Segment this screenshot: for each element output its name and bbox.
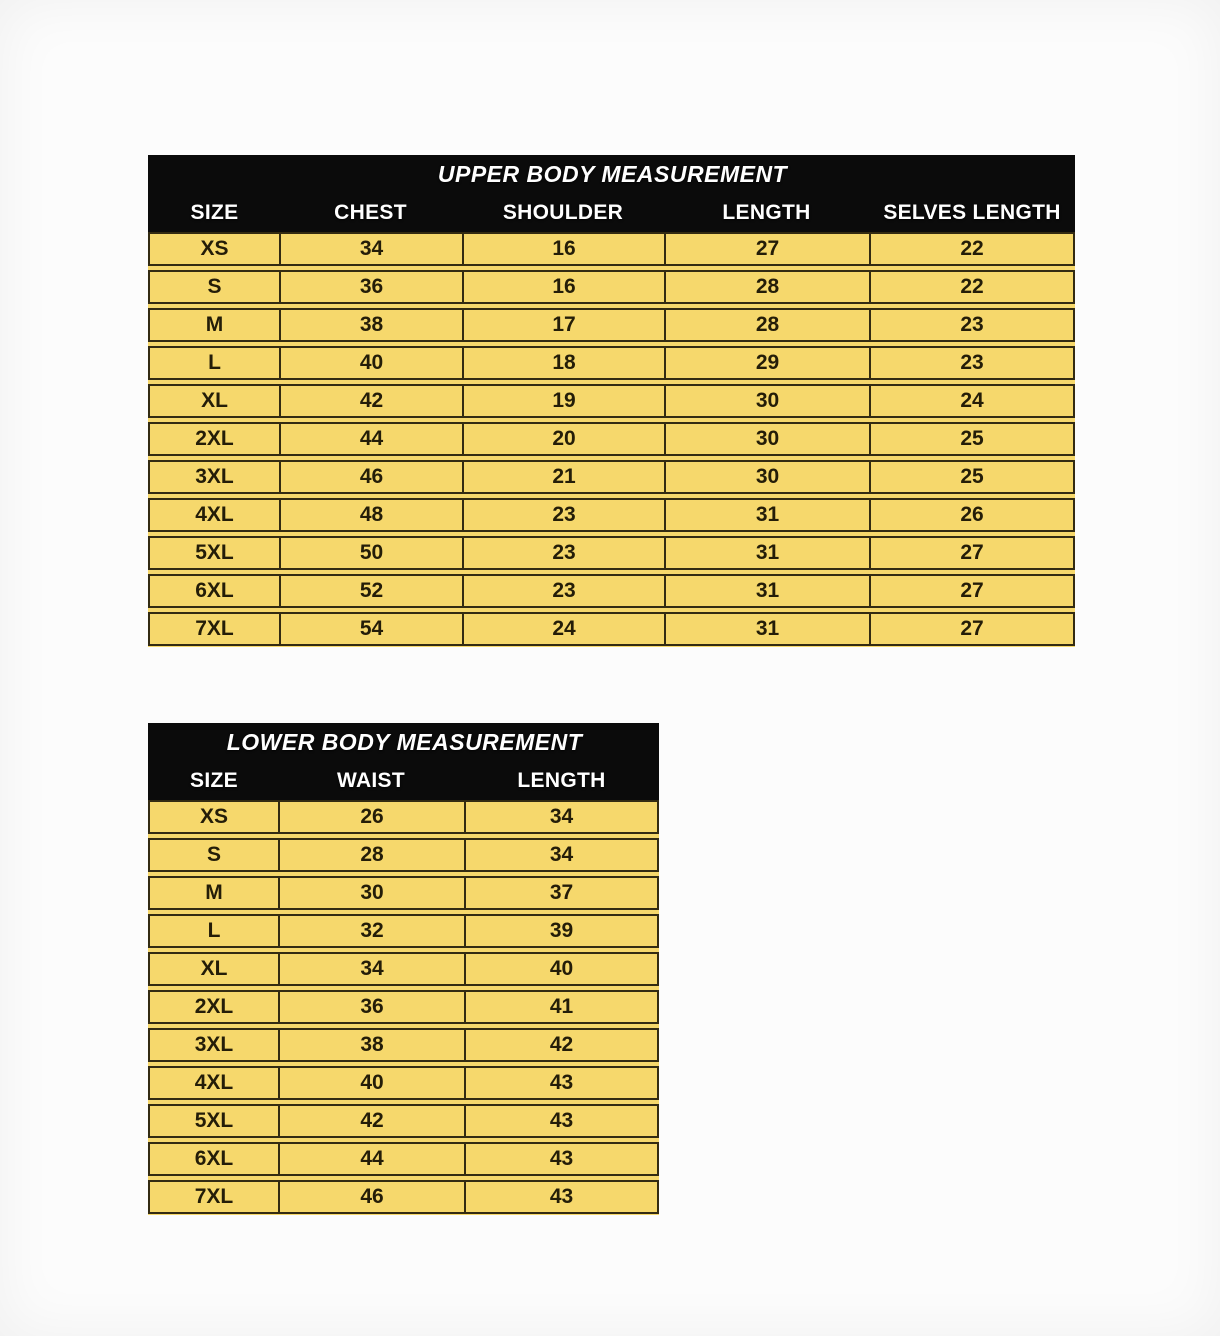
upper-table-title: UPPER BODY MEASUREMENT bbox=[437, 161, 788, 187]
column-header-length: LENGTH bbox=[722, 201, 811, 224]
value-cell: 25 bbox=[869, 462, 1073, 492]
value-cell: 34 bbox=[464, 840, 657, 870]
size-cell: M bbox=[205, 313, 224, 336]
value-cell: 23 bbox=[462, 538, 664, 568]
value-cell: 43 bbox=[464, 1182, 657, 1212]
table-row bbox=[148, 952, 659, 986]
size-cell: 5XL bbox=[195, 541, 234, 564]
lower-body-table bbox=[148, 723, 659, 1215]
value-cell: 22 bbox=[869, 234, 1073, 264]
size-cell: XL bbox=[201, 389, 228, 412]
value-cell: 27 bbox=[869, 576, 1073, 606]
column-header-length: LENGTH bbox=[517, 769, 606, 792]
column-header-selves-length: SELVES LENGTH bbox=[883, 201, 1061, 224]
size-cell: L bbox=[208, 351, 221, 374]
value-cell: 40 bbox=[279, 348, 462, 378]
size-cell: 2XL bbox=[194, 995, 234, 1018]
upper-table-body bbox=[148, 232, 1075, 647]
size-cell: 6XL bbox=[195, 579, 234, 602]
table-row bbox=[148, 270, 1075, 304]
size-cell: 4XL bbox=[195, 503, 234, 526]
table-row bbox=[148, 384, 1075, 418]
value-cell: 37 bbox=[464, 878, 657, 908]
table-row bbox=[148, 990, 659, 1024]
table-row bbox=[148, 1028, 659, 1062]
value-cell: 22 bbox=[869, 272, 1073, 302]
column-header-chest: CHEST bbox=[334, 201, 407, 224]
size-cell: 6XL bbox=[194, 1147, 234, 1170]
value-cell: 30 bbox=[664, 424, 869, 454]
table-row bbox=[148, 838, 659, 872]
value-cell: 27 bbox=[869, 614, 1073, 644]
column-header-size: SIZE bbox=[190, 201, 239, 224]
size-cell: XL bbox=[200, 957, 228, 980]
value-cell: 44 bbox=[279, 424, 462, 454]
value-cell: 30 bbox=[664, 462, 869, 492]
value-cell: 54 bbox=[279, 614, 462, 644]
size-cell: XS bbox=[199, 805, 228, 828]
value-cell: 40 bbox=[464, 954, 657, 984]
upper-body-table bbox=[148, 155, 1075, 647]
value-cell: 43 bbox=[464, 1068, 657, 1098]
size-cell: 5XL bbox=[194, 1109, 234, 1132]
lower-table-header bbox=[148, 723, 659, 800]
value-cell: 30 bbox=[278, 878, 464, 908]
value-cell: 42 bbox=[278, 1106, 464, 1136]
value-cell: 42 bbox=[464, 1030, 657, 1060]
table-row bbox=[148, 460, 1075, 494]
column-header-size: SIZE bbox=[190, 769, 238, 792]
upper-table-header bbox=[148, 155, 1075, 232]
value-cell: 36 bbox=[279, 272, 462, 302]
lower-table-column-headers bbox=[150, 762, 659, 800]
value-cell: 28 bbox=[664, 310, 869, 340]
size-cell: S bbox=[206, 843, 221, 866]
lower-table-body bbox=[148, 800, 659, 1215]
value-cell: 38 bbox=[279, 310, 462, 340]
value-cell: 31 bbox=[664, 576, 869, 606]
value-cell: 19 bbox=[462, 386, 664, 416]
size-cell: S bbox=[207, 275, 222, 298]
value-cell: 52 bbox=[279, 576, 462, 606]
value-cell: 23 bbox=[462, 576, 664, 606]
value-cell: 17 bbox=[462, 310, 664, 340]
value-cell: 23 bbox=[462, 500, 664, 530]
value-cell: 30 bbox=[664, 386, 869, 416]
value-cell: 26 bbox=[278, 802, 464, 832]
value-cell: 28 bbox=[664, 272, 869, 302]
table-row bbox=[148, 232, 1075, 266]
table-row bbox=[148, 1104, 659, 1138]
value-cell: 27 bbox=[869, 538, 1073, 568]
table-row bbox=[148, 308, 1075, 342]
table-row bbox=[148, 1180, 659, 1214]
table-row bbox=[148, 498, 1075, 532]
column-header-waist: WAIST bbox=[337, 769, 405, 792]
value-cell: 26 bbox=[869, 500, 1073, 530]
value-cell: 43 bbox=[464, 1106, 657, 1136]
table-row bbox=[148, 1142, 659, 1176]
table-row bbox=[148, 612, 1075, 646]
table-row bbox=[148, 876, 659, 910]
size-cell: 3XL bbox=[194, 1033, 234, 1056]
value-cell: 24 bbox=[869, 386, 1073, 416]
value-cell: 41 bbox=[464, 992, 657, 1022]
value-cell: 27 bbox=[664, 234, 869, 264]
value-cell: 16 bbox=[462, 272, 664, 302]
table-row bbox=[148, 1066, 659, 1100]
value-cell: 16 bbox=[462, 234, 664, 264]
table-row bbox=[148, 914, 659, 948]
value-cell: 28 bbox=[278, 840, 464, 870]
value-cell: 32 bbox=[278, 916, 464, 946]
value-cell: 21 bbox=[462, 462, 664, 492]
value-cell: 50 bbox=[279, 538, 462, 568]
value-cell: 46 bbox=[278, 1182, 464, 1212]
value-cell: 34 bbox=[278, 954, 464, 984]
size-cell: L bbox=[207, 919, 221, 942]
value-cell: 34 bbox=[279, 234, 462, 264]
value-cell: 31 bbox=[664, 500, 869, 530]
table-row bbox=[148, 536, 1075, 570]
value-cell: 29 bbox=[664, 348, 869, 378]
value-cell: 23 bbox=[869, 348, 1073, 378]
size-cell: 4XL bbox=[194, 1071, 234, 1094]
table-row bbox=[148, 574, 1075, 608]
size-cell: 3XL bbox=[195, 465, 234, 488]
value-cell: 34 bbox=[464, 802, 657, 832]
size-cell: 7XL bbox=[194, 1185, 234, 1208]
value-cell: 40 bbox=[278, 1068, 464, 1098]
value-cell: 36 bbox=[278, 992, 464, 1022]
value-cell: 24 bbox=[462, 614, 664, 644]
value-cell: 44 bbox=[278, 1144, 464, 1174]
value-cell: 20 bbox=[462, 424, 664, 454]
table-row bbox=[148, 422, 1075, 456]
value-cell: 18 bbox=[462, 348, 664, 378]
value-cell: 39 bbox=[464, 916, 657, 946]
size-cell: 7XL bbox=[195, 617, 234, 640]
value-cell: 42 bbox=[279, 386, 462, 416]
value-cell: 38 bbox=[278, 1030, 464, 1060]
value-cell: 31 bbox=[664, 538, 869, 568]
size-cell: XS bbox=[200, 237, 229, 260]
size-cell: 2XL bbox=[195, 427, 234, 450]
table-row bbox=[148, 346, 1075, 380]
lower-table-title: LOWER BODY MEASUREMENT bbox=[226, 729, 583, 755]
value-cell: 25 bbox=[869, 424, 1073, 454]
upper-table-column-headers bbox=[150, 194, 1075, 232]
size-cell: M bbox=[205, 881, 223, 904]
column-header-shoulder: SHOULDER bbox=[502, 201, 624, 224]
table-row bbox=[148, 800, 659, 834]
value-cell: 48 bbox=[279, 500, 462, 530]
value-cell: 23 bbox=[869, 310, 1073, 340]
value-cell: 46 bbox=[279, 462, 462, 492]
value-cell: 31 bbox=[664, 614, 869, 644]
value-cell: 43 bbox=[464, 1144, 657, 1174]
